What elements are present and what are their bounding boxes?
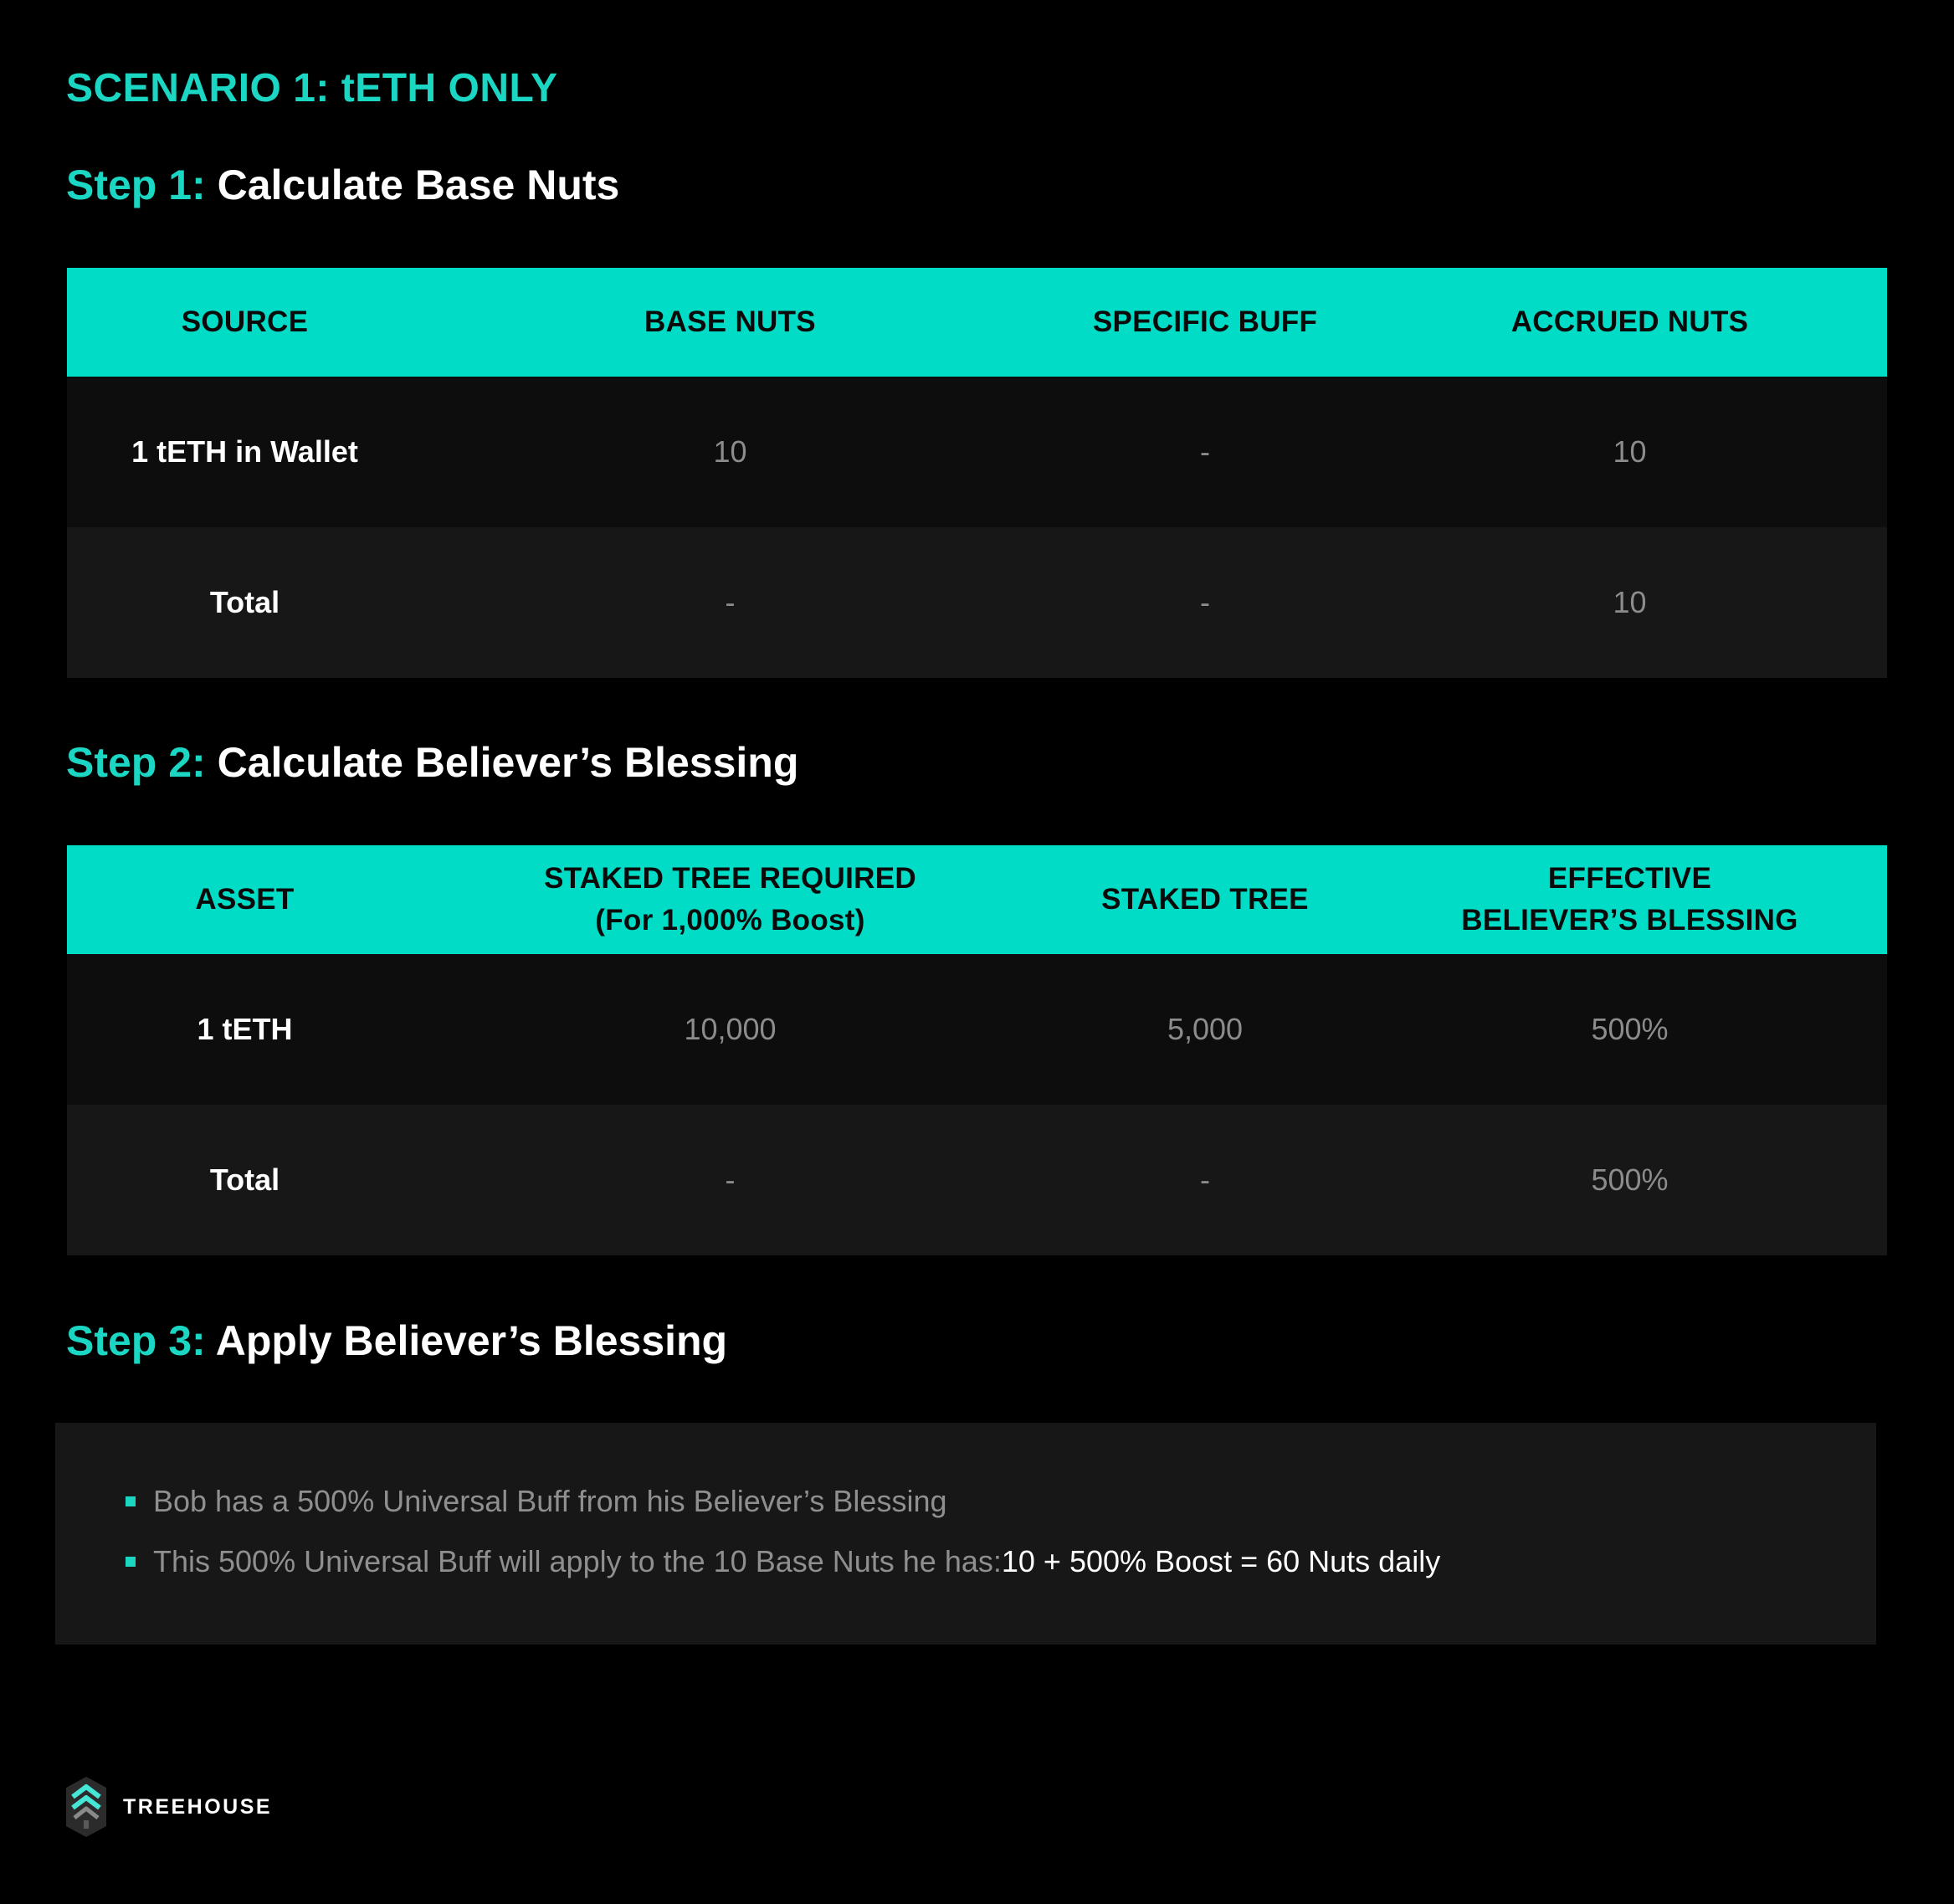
column-header-specific-buff: SPECIFIC BUFF: [1092, 305, 1318, 338]
table-cell: 10: [1613, 585, 1647, 619]
header-line: (For 1,000% Boost): [595, 904, 865, 937]
step3-title: Apply Believer’s Blessing: [215, 1317, 728, 1364]
table-cell: 5,000: [1167, 1012, 1244, 1046]
table-cell: -: [1200, 585, 1210, 619]
column-header-accrued-nuts: ACCRUED NUTS: [1510, 305, 1749, 338]
list-item: [126, 1484, 946, 1519]
header-line: BELIEVER’S BLESSING: [1461, 904, 1798, 937]
scenario-title: SCENARIO 1: tETH ONLY: [66, 66, 558, 110]
header-line: STAKED TREE: [1101, 883, 1309, 916]
step1-prefix: Step 1:: [66, 162, 206, 208]
table-row: [67, 954, 1887, 1105]
table-cell: 10: [1613, 434, 1647, 469]
table-cell: Total: [209, 585, 280, 619]
table-cell: 10,000: [684, 1012, 777, 1046]
table-cell: 1 tETH in Wallet: [131, 434, 358, 469]
step3-prefix: Step 3:: [66, 1317, 206, 1364]
table-row-total: [67, 1105, 1887, 1255]
bullet-highlight: 10 + 500% Boost = 60 Nuts daily: [1001, 1544, 1441, 1578]
step2-heading: [66, 738, 798, 787]
table-cell: 500%: [1591, 1162, 1669, 1197]
treehouse-logo-icon: [66, 1777, 106, 1837]
header-line: ASSET: [195, 883, 295, 916]
believers-blessing-table: [67, 845, 1887, 1255]
table-header: [67, 845, 1887, 954]
bullet-text: This 500% Universal Buff will apply to the 10 Base Nuts he has:: [153, 1544, 1002, 1578]
table-cell: 500%: [1591, 1012, 1669, 1046]
bullet-text: Bob has a 500% Universal Buff from his Believer’s Blessing: [153, 1484, 947, 1518]
table-cell: -: [725, 1162, 736, 1197]
column-header-base-nuts: BASE NUTS: [644, 305, 816, 338]
table-row-total: [67, 527, 1887, 678]
table-row: [67, 377, 1887, 527]
base-nuts-table: [67, 268, 1887, 678]
column-header-asset: [67, 845, 423, 954]
step2-prefix: Step 2:: [66, 739, 206, 786]
column-header-effective-blessing: [1372, 845, 1887, 954]
brand-name: TREEHOUSE: [123, 1794, 273, 1819]
bullet-square-icon: [126, 1496, 136, 1506]
step1-title: Calculate Base Nuts: [217, 162, 620, 208]
table-header: [67, 268, 1887, 377]
column-header-staked-tree-required: [423, 845, 1038, 954]
header-line: STAKED TREE REQUIRED: [544, 862, 916, 895]
table-cell: Total: [209, 1162, 280, 1197]
table-cell: -: [1200, 434, 1210, 469]
table-cell: -: [1200, 1162, 1210, 1197]
step2-title: Calculate Believer’s Blessing: [217, 739, 799, 786]
step1-heading: [66, 161, 619, 209]
table-cell: 1 tETH: [197, 1012, 293, 1046]
step3-heading: [66, 1316, 727, 1365]
bullet-square-icon: [126, 1557, 136, 1567]
list-item: [126, 1544, 1440, 1579]
column-header-staked-tree: [1038, 845, 1372, 954]
table-cell: -: [725, 585, 736, 619]
table-cell: 10: [713, 434, 747, 469]
blessing-summary-box: [55, 1423, 1876, 1645]
header-line: EFFECTIVE: [1547, 862, 1712, 895]
brand: [66, 1777, 272, 1837]
column-header-source: SOURCE: [181, 305, 309, 338]
